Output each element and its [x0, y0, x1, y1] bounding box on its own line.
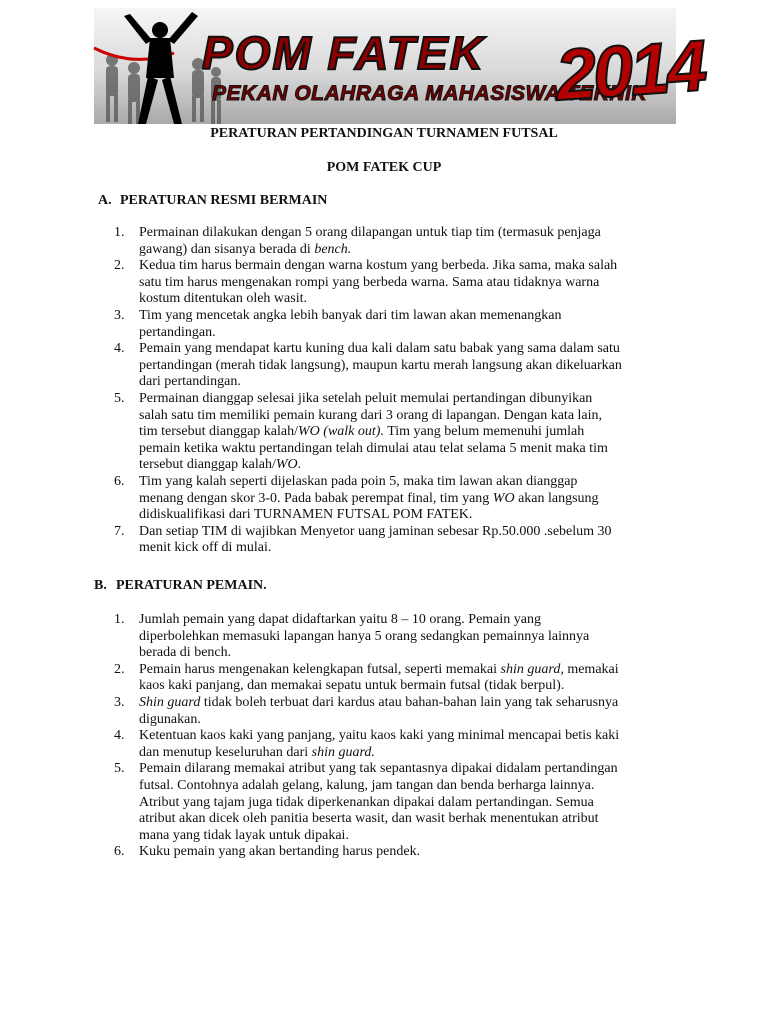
rule-text-line [139, 291, 684, 308]
rule-text-line [139, 540, 684, 557]
rule-text: dari pertandingan. [139, 374, 241, 390]
rule-text-line [139, 695, 684, 712]
rule-text: Pemain yang mendapat kartu kuning dua kali dalam satu babak yang sama dalam satu [139, 341, 620, 357]
rule-number: 2. [114, 661, 125, 677]
rule-text-line [139, 408, 684, 425]
rule-text-line [139, 242, 684, 259]
rule-text: satu tim harus mengenakan rompi yang berbeda warna. Sama atau tidaknya warna [139, 274, 600, 290]
rule-text: memakai [563, 661, 619, 677]
rule-number: 4. [114, 341, 125, 357]
rule-item [114, 612, 684, 662]
rule-text: pertandingan. [139, 324, 216, 340]
rule-text-line [139, 811, 684, 828]
rule-text: . [297, 457, 302, 473]
section-a-rule-list [114, 225, 684, 557]
section-a-heading [98, 193, 327, 209]
rule-text-line [139, 678, 684, 695]
rule-item [114, 524, 684, 557]
rule-text: didiskualifikasi dari TURNAMEN FUTSAL POM FATEK. [139, 507, 473, 523]
rule-item [114, 474, 684, 524]
rule-text: Permainan dianggap selesai jika setelah peluit memulai pertandingan dibunyikan [139, 390, 593, 406]
rule-text: pemain ketika waktu pertandingan telah dimulai atau telat selama 5 menit maka tim [139, 440, 608, 456]
rule-text-line [139, 761, 684, 778]
rule-text: akan langsung [514, 490, 599, 506]
rule-text: atribut akan dicek oleh panitia beserta wasit, dan wasit berhak menentukan atribut [139, 811, 599, 827]
section-b-title: PERATURAN PEMAIN. [116, 578, 267, 593]
rule-number: 3. [114, 694, 125, 710]
rule-text: diperbolehkan memasuki lapangan hanya 5 orang sedangkan pemainnya lainnya [139, 628, 590, 644]
banner-title: POM FATEK [202, 27, 485, 79]
section-a-title: PERATURAN RESMI BERMAIN [120, 193, 328, 208]
rule-item [114, 662, 684, 695]
rule-text-line [139, 424, 684, 441]
rule-text: menang dengan skor 3-0. Pada babak perempat final, tim yang [139, 490, 493, 506]
rule-text-line [139, 258, 684, 275]
rule-text-line [139, 507, 684, 524]
banner-subtitle: PEKAN OLAHRAGA MAHASISWA TEKNIK [212, 82, 648, 105]
rule-text-italic: shin guard, [500, 661, 564, 677]
rule-text: Ketentuan kaos kaki yang panjang, yaitu kaos kaki yang minimal mencapai betis kaki [139, 728, 620, 744]
rule-text-line [139, 828, 684, 845]
rule-text-line [139, 441, 684, 458]
rule-text-line [139, 745, 684, 762]
rule-text-line [139, 524, 684, 541]
rule-number: 1. [114, 225, 125, 240]
rule-number: 7. [114, 523, 125, 539]
rule-text-line [139, 225, 684, 242]
rule-text-line [139, 275, 684, 292]
rule-text-line [139, 629, 684, 646]
rule-number: 1. [114, 612, 125, 627]
document-title: PERATURAN PERTANDINGAN TURNAMEN FUTSAL [210, 126, 558, 141]
rule-item [114, 391, 684, 474]
rule-text: gawang) dan sisanya berada di [139, 241, 315, 257]
rule-item [114, 341, 684, 391]
rule-text: tim tersebut dianggap kalah/ [139, 424, 299, 440]
rule-item [114, 225, 684, 258]
document-subtitle: POM FATEK CUP [326, 160, 442, 175]
rule-text: Atribut yang tajam juga tidak diperkenankan dipakai dalam pertandingan. Semua [139, 794, 594, 810]
rule-number: 6. [114, 473, 125, 489]
section-b-rule-list [114, 612, 684, 861]
rule-text-line [139, 795, 684, 812]
rule-text: Permainan dilakukan dengan 5 orang dilapangan untuk tiap tim (termasuk penjaga [139, 225, 601, 240]
rule-text-italic: WO [275, 457, 298, 473]
rule-text: Tim yang mencetak angka lebih banyak dari tim lawan akan memenangkan [139, 307, 562, 323]
rule-text-italic: Shin guard [139, 694, 201, 710]
rule-text: kostum ditentukan oleh wasit. [139, 291, 307, 307]
rule-text: Tim yang kalah seperti dijelaskan pada poin 5, maka tim lawan akan dianggap [139, 473, 578, 489]
rule-item [114, 695, 684, 728]
rule-text: Pemain harus mengenakan kelengkapan futsal, seperti memakai [139, 661, 501, 677]
rule-text: dan menutup keseluruhan dari [139, 744, 312, 760]
rule-item [114, 844, 684, 861]
rule-text-line [139, 308, 684, 325]
rule-number: 4. [114, 728, 125, 744]
rule-text: menit kick off di mulai. [139, 540, 272, 556]
rule-text: futsal. Contohnya adalah gelang, kalung, jam tangan dan benda berharga lainnya. [139, 777, 595, 793]
rule-text-italic: shin guard. [311, 744, 375, 760]
rule-text: tidak boleh terbuat dari kardus atau bahan-bahan lain yang tak seharusnya [200, 694, 619, 710]
rule-text: berada di bench. [139, 645, 232, 661]
header-banner [94, 8, 707, 124]
rule-text-line [139, 491, 684, 508]
rule-text: kaos kaki panjang, dan memakai sepatu untuk bermain futsal (tidak berpul). [139, 678, 565, 694]
rule-text-line [139, 341, 684, 358]
rule-text: salah satu tim memiliki pemain kurang dari 3 orang di lapangan. Dengan kata lain, [139, 407, 603, 423]
rule-item [114, 258, 684, 308]
section-b-letter: B. [94, 578, 107, 593]
banner-year: 2014 [553, 25, 707, 117]
rule-number: 2. [114, 258, 125, 274]
rule-text: Pemain dilarang memakai atribut yang tak sepantasnya dipakai didalam pertandingan [139, 761, 618, 777]
rule-text-line [139, 662, 684, 679]
rule-text-line [139, 712, 684, 729]
rule-text: Kuku pemain yang akan bertanding harus pendek. [139, 844, 421, 860]
rule-text: Kedua tim harus bermain dengan warna kostum yang berbeda. Jika sama, maka salah [139, 258, 618, 274]
rule-text-italic: bench. [314, 241, 352, 257]
section-a-letter: A. [98, 193, 112, 208]
rule-text-italic: WO [492, 490, 515, 506]
rule-text-line [139, 844, 684, 861]
rule-text-line [139, 391, 684, 408]
rule-text-line [139, 778, 684, 795]
rule-text-line [139, 325, 684, 342]
rule-text-line [139, 474, 684, 491]
rule-text-line [139, 645, 684, 662]
rule-text-line [139, 457, 684, 474]
rule-text: Tim yang belum memenuhi jumlah [383, 424, 585, 440]
rule-text: mana yang tidak layak untuk dipakai. [139, 827, 349, 843]
rule-text: tersebut dianggap kalah/ [139, 457, 276, 473]
rule-text-line [139, 728, 684, 745]
rule-text-line [139, 612, 684, 629]
rule-number: 5. [114, 761, 125, 777]
rule-item [114, 308, 684, 341]
rule-item [114, 728, 684, 761]
rule-text: pertandingan (merah tidak langsung), maupun kartu merah langsung akan dikeluarkan [139, 357, 622, 373]
rule-text: Dan setiap TIM di wajibkan Menyetor uang jaminan sebesar Rp.50.000 .sebelum 30 [139, 523, 612, 539]
rule-text: digunakan. [139, 711, 201, 727]
rule-number: 6. [114, 844, 125, 860]
rule-text-line [139, 374, 684, 391]
rule-text-italic: WO (walk out). [298, 424, 384, 440]
rule-number: 5. [114, 390, 125, 406]
rule-item [114, 761, 684, 844]
rule-text-line [139, 358, 684, 375]
rule-number: 3. [114, 307, 125, 323]
rule-text: Jumlah pemain yang dapat didaftarkan yaitu 8 – 10 orang. Pemain yang [139, 612, 542, 627]
section-b-heading [94, 578, 267, 594]
